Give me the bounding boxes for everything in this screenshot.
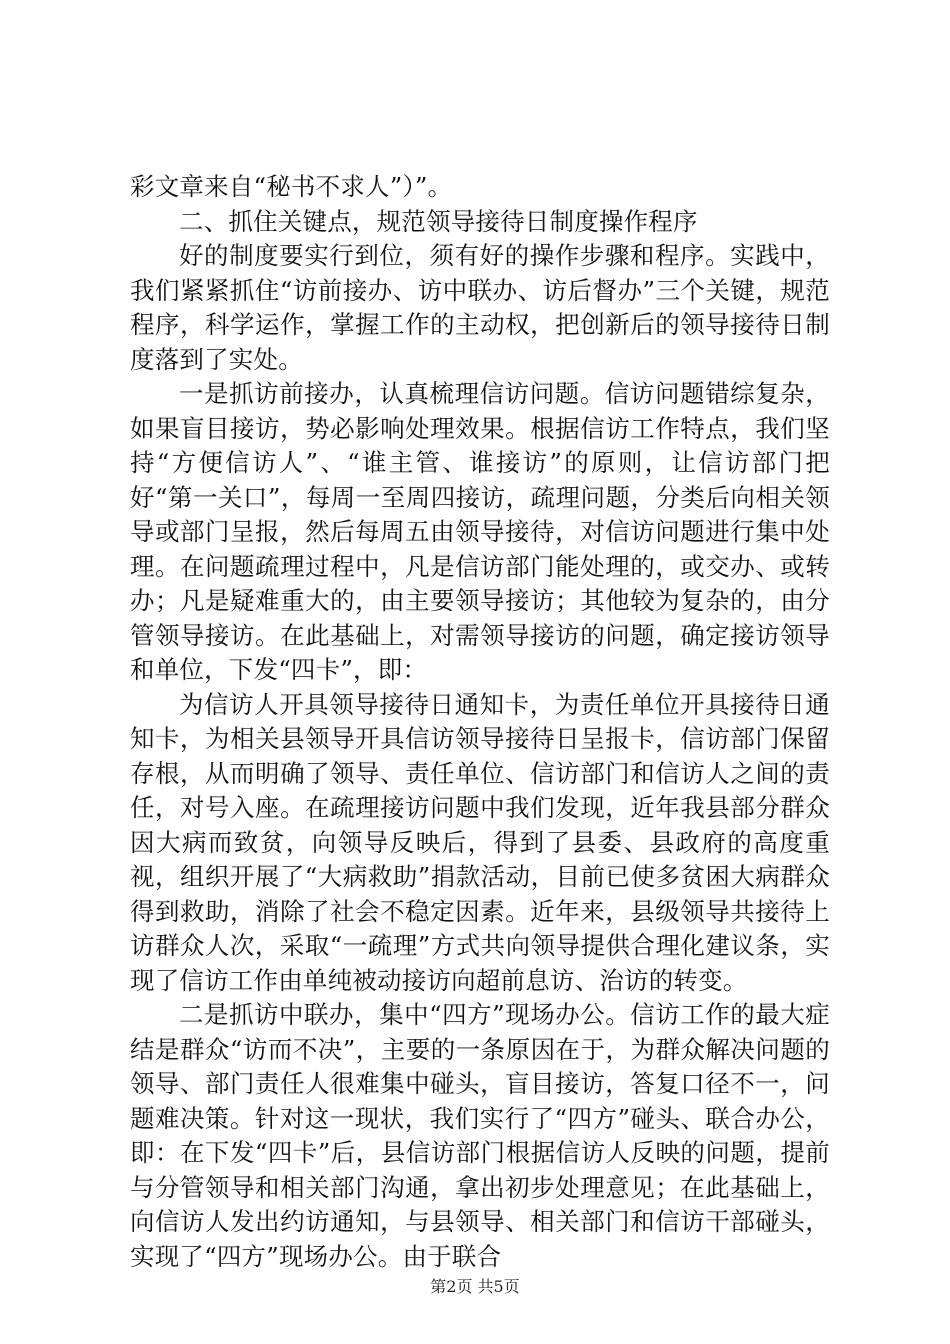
paragraph: 二是抓访中联办，集中“四方”现场办公。信访工作的最大症结是群众“访而不决”，主要的一条原因在于，为群众解决问题的领导、部门责任人很难集中碰头，盲目接访，答复口径不一，问题难决策。针对这一现状，我们实行了“四方”碰头、联合办公，即：在下发“四卡”后，县信访部门根据信访人反映的问题，提前与分管领导和相关部门沟通，拿出初步处理意见；在此基础上，向信访人发出约访通知，与县领导、相关部门和信访干部碰头，实现了“四方”现场办公。由于联合 [130,1000,830,1271]
document-body [130,170,830,1274]
paragraph: 为信访人开具领导接待日通知卡，为责任单位开具接待日通知卡，为相关县领导开具信访领导接待日呈报卡，信访部门保留存根，从而明确了领导、责任单位、信访部门和信访人之间的责任，对号入座。在疏理接访问题中我们发现，近年我县部分群众因大病而致贫，向领导反映后，得到了县委、县政府的高度重视，组织开展了“大病救助”捐款活动，目前已使多贫困大病群众得到救助，消除了社会不稳定因素。近年来，县级领导共接待上访群众人次，采取“一疏理”方式共向领导提供合理化建议条，实现了信访工作由单纯被动接访向超前息访、治访的转变。 [130,689,830,995]
paragraph: 一是抓访前接办，认真梳理信访问题。信访问题错综复杂，如果盲目接访，势必影响处理效果。根据信访工作特点，我们坚持“方便信访人”、“谁主管、谁接访”的原则，让信访部门把好“第一关口”，每周一至周四接访，疏理问题，分类后向相关领导或部门呈报，然后每周五由领导接待，对信访问题进行集中处理。在问题疏理过程中，凡是信访部门能处理的，或交办、或转办；凡是疑难重大的，由主要领导接访；其他较为复杂的，由分管领导接访。在此基础上，对需领导接访的问题，确定接访领导和单位，下发“四卡”，即： [130,379,830,684]
paragraph: 好的制度要实行到位，须有好的操作步骤和程序。实践中，我们紧紧抓住“访前接办、访中联办、访后督办”三个关键，规范程序，科学运作，掌握工作的主动权，把创新后的领导接待日制度落到了实处。 [130,241,830,374]
section-heading: 二、抓住关键点，规范领导接待日制度操作程序 [179,206,698,236]
page-footer: 第2页 共5页 [430,1277,520,1296]
paragraph-fragment: 彩文章来自“秘书不求人”）”。 [130,172,453,201]
